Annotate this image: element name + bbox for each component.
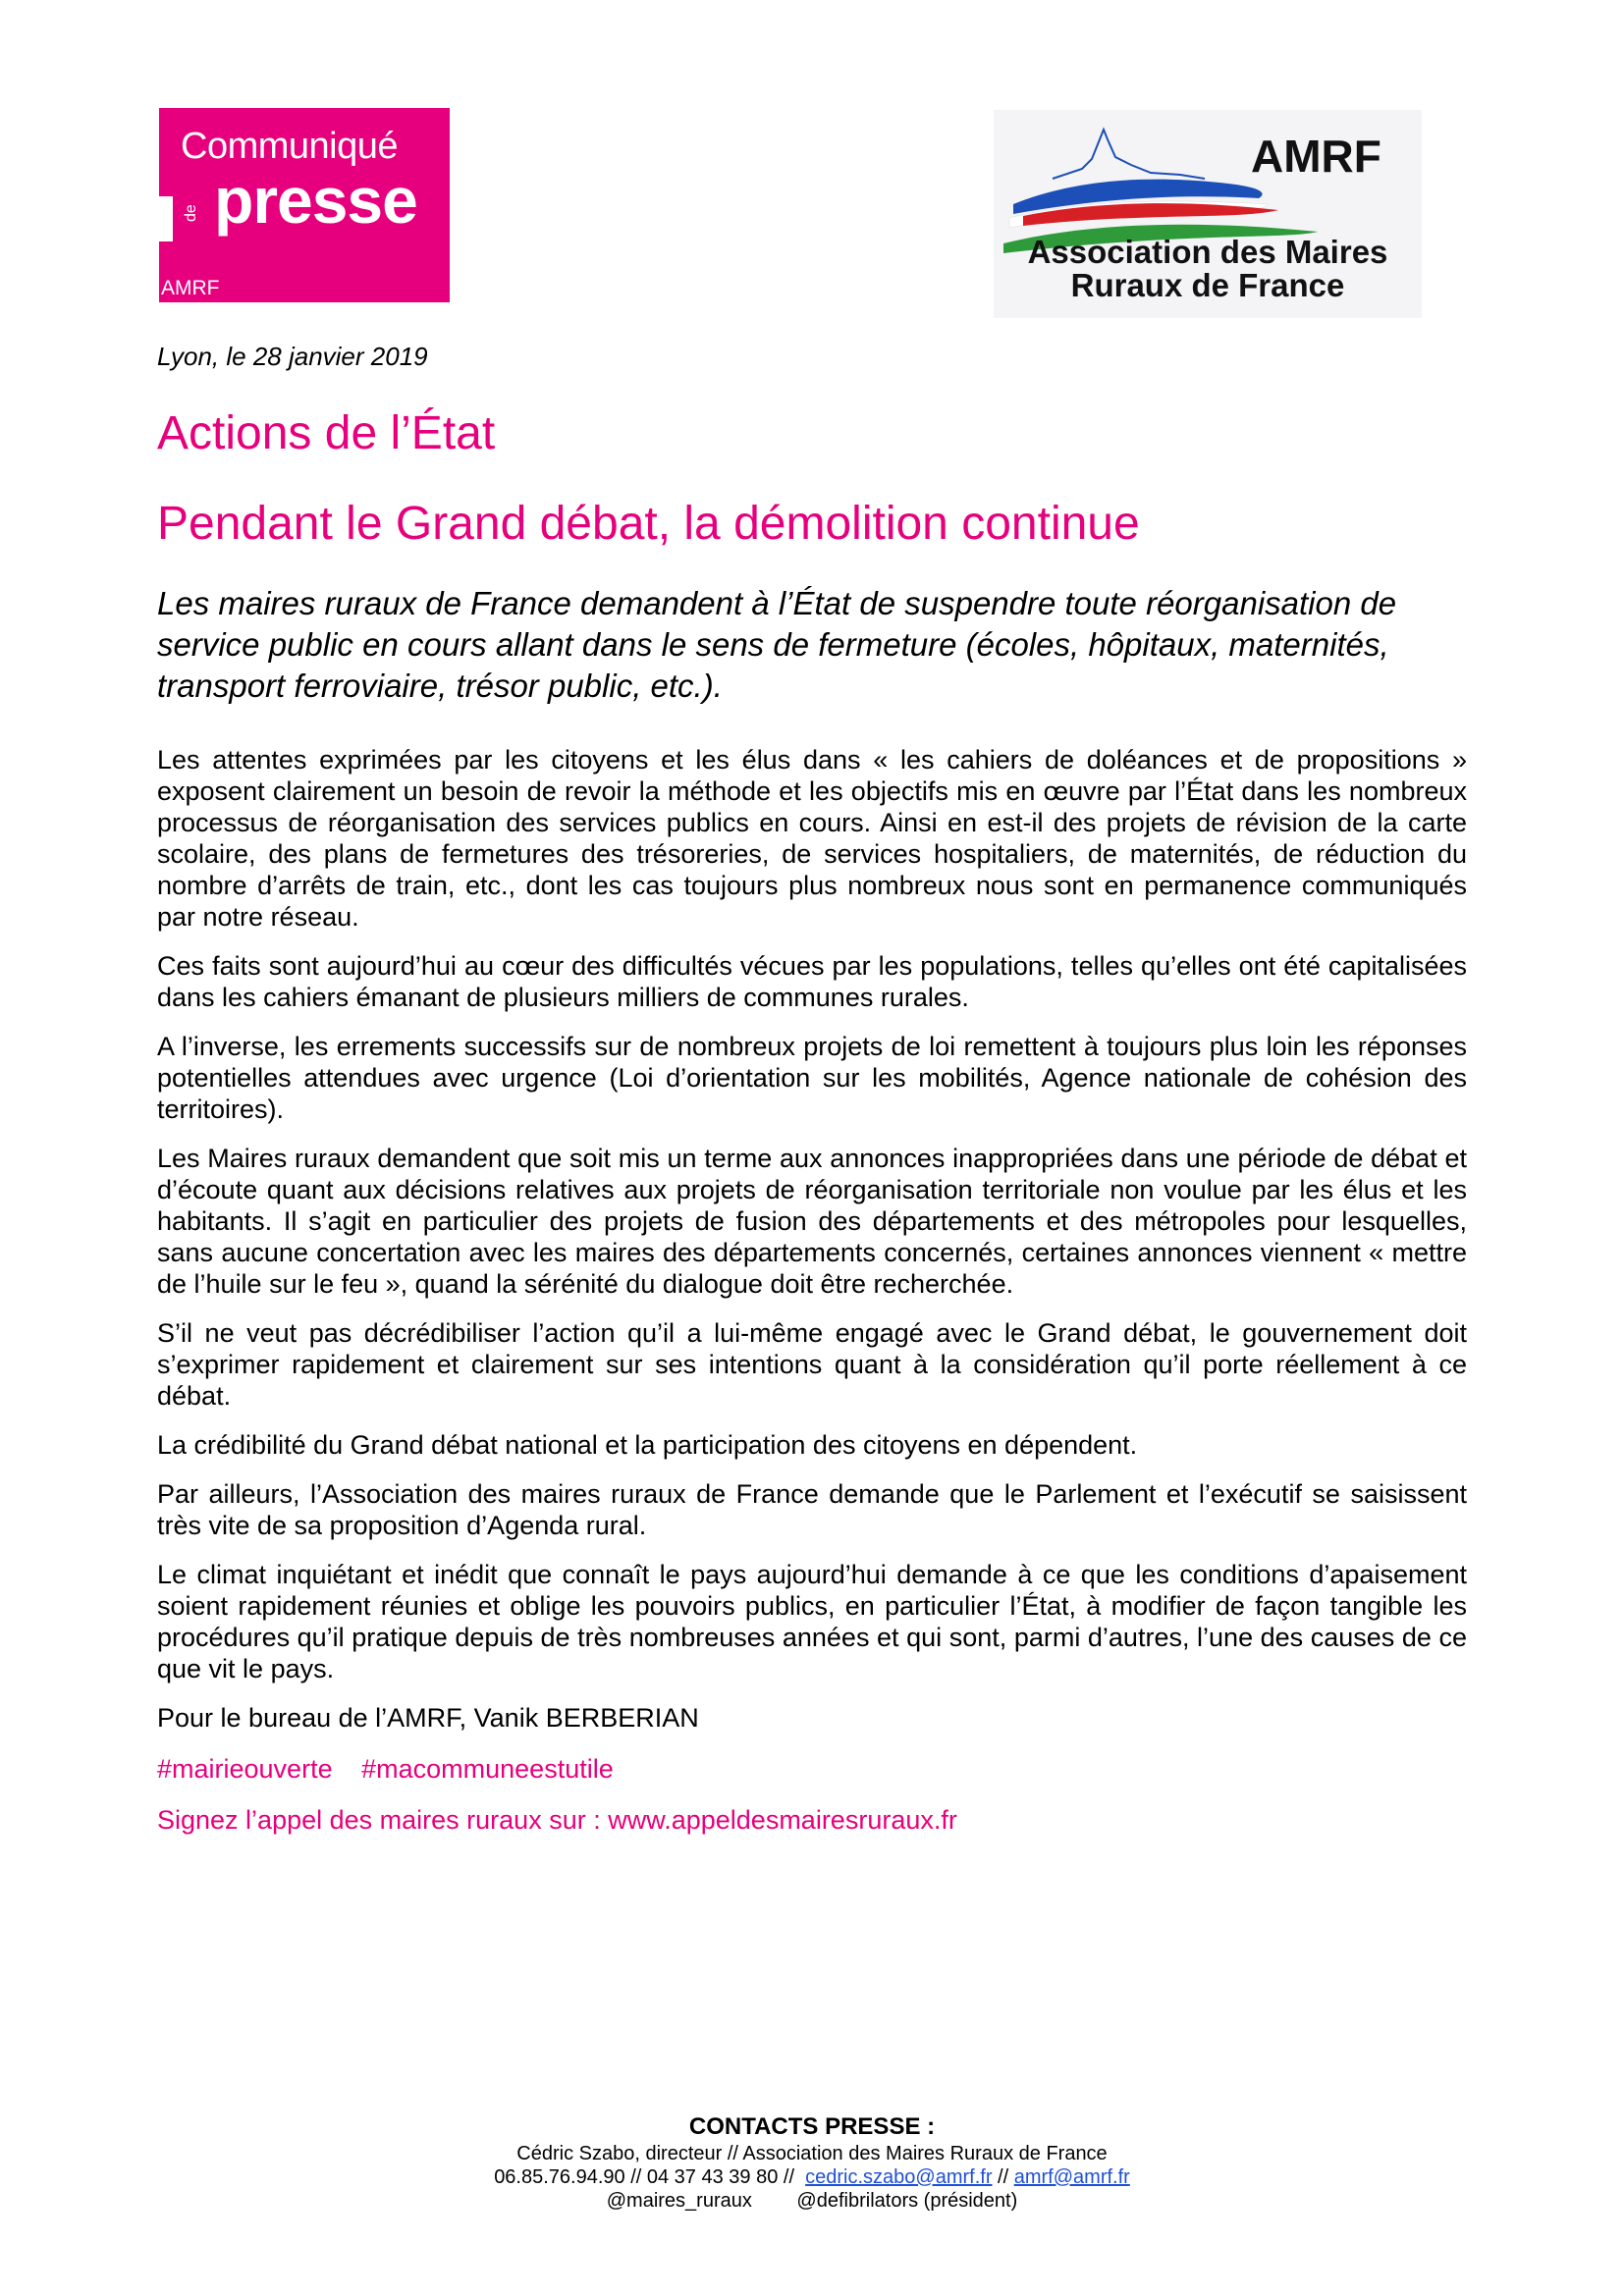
body-paragraph: Ces faits sont aujourd’hui au cœur des difficultés vécues par les populations, telles qu’elles ont été capitalisées dans les cahiers émanant de plusieurs milliers de communes rurales. — [157, 951, 1467, 1012]
release-date: Lyon, le 28 janvier 2019 — [157, 342, 428, 371]
headline-primary: Actions de l’État — [157, 407, 496, 459]
email-amrf-link[interactable]: amrf@amrf.fr — [1013, 2166, 1130, 2188]
logo-presse-text: presse — [214, 164, 417, 237]
contacts-phones: 06.85.76.94.90 // 04 37 43 39 80 // — [494, 2166, 794, 2188]
body-paragraph: Les attentes exprimées par les citoyens et les élus dans « les cahiers de doléances et de propositions » exposent clairement un besoin de revoir la méthode et les objectifs mis en œuvre par l’État dans les nombreux processus de réorganisation des services publics en cours. Ainsi en est-il des projets de révision de la carte scolaire, des plans de fermetures des trésoreries, de services hospitaliers, de maternités, de réduction du nombre d’arrêts de train, etc., dont les cas toujours plus nombreux nous sont en permanence communiqués par notre réseau. — [157, 745, 1467, 932]
logo-de-text: de — [183, 204, 199, 222]
headline-secondary: Pendant le Grand débat, la démolition continue — [157, 498, 1140, 550]
amrf-acronym: AMRF — [1251, 131, 1381, 182]
body-paragraph: La crédibilité du Grand débat national et la participation des citoyens en dépendent. — [157, 1430, 1138, 1460]
logo-amrf-small-text: AMRF — [161, 277, 220, 299]
twitter-handle-president: @defibrilators (président) — [796, 2190, 1018, 2212]
communique-de-presse-logo — [159, 108, 450, 302]
body-text — [157, 744, 1467, 1855]
hashtag-mairieouverte: #mairieouverte — [157, 1754, 333, 1784]
email-cedric-link[interactable]: cedric.szabo@amrf.fr — [805, 2166, 993, 2188]
body-paragraph: Par ailleurs, l’Association des maires ruraux de France demande que le Parlement et l’exécutif se saisissent très vite de sa proposition d’Agenda rural. — [157, 1479, 1467, 1540]
body-paragraph: A l’inverse, les errements successifs sur de nombreux projets de loi remettent à toujours plus loin les réponses potentielles attendues avec urgence (Loi d’orientation sur les mobilités, Agence nationale de cohésion des territoires). — [157, 1032, 1467, 1124]
contacts-title: CONTACTS PRESSE : — [688, 2113, 936, 2140]
appeal-link-text: Signez l’appel des maires ruraux sur : www.appeldesmairesruraux.fr — [157, 1805, 957, 1835]
amrf-full-name — [994, 236, 1422, 302]
signature: Pour le bureau de l’AMRF, Vanik BERBERIAN — [157, 1703, 699, 1733]
body-paragraph: Les Maires ruraux demandent que soit mis un terme aux annonces inappropriées dans une période de débat et d’écoute quant aux décisions relatives aux projets de réorganisation territoriale non voulue par les élus et les habitants. Il s’agit en particulier des projets de fusion des départements et des métropoles pour lesquelles, sans aucune concertation avec les maires des départements concernés, certaines annonces viennent « mettre de l’huile sur le feu », quand la sérénité du dialogue doit être recherchée. — [157, 1144, 1467, 1299]
amrf-name-line2: Ruraux de France — [1070, 267, 1345, 303]
body-paragraph: S’il ne veut pas décrédibiliser l’action qu’il a lui-même engagé avec le Grand débat, le gouvernement doit s’exprimer rapidement et clairement sur ses intentions quant à la considération qu’il porte réellement à ce débat. — [157, 1318, 1467, 1411]
logo-white-bar — [159, 196, 173, 241]
contacts-phones-line — [157, 2165, 1467, 2189]
contacts-social-line — [157, 2189, 1467, 2213]
lead-paragraph: Les maires ruraux de France demandent à l’État de suspendre toute réorganisation de service public en cours allant dans le sens de fermeture (écoles, hôpitaux, maternités, transport ferroviaire, trésor public, etc.). — [157, 585, 1397, 704]
logo-communique-text: Communiqué — [181, 126, 398, 167]
amrf-name-line1: Association des Maires — [1027, 234, 1388, 270]
hashtags — [157, 1753, 1467, 1785]
hashtag-macommuneestutile: #macommuneestutile — [361, 1754, 614, 1784]
body-paragraph: Le climat inquiétant et inédit que connaît le pays aujourd’hui demande à ce que les conditions d’apaisement soient rapidement réunies et oblige les pouvoirs publics, en particulier l’État, à modifier de façon tangible les procédures qu’il pratique depuis de très nombreuses années et qui sont, parmi d’autres, l’une des causes de ce que vit le pays. — [157, 1560, 1467, 1683]
contacts-director-line: Cédric Szabo, directeur // Association des Maires Ruraux de France — [516, 2143, 1108, 2164]
contacts-separator: // — [998, 2166, 1009, 2188]
amrf-logo — [994, 110, 1422, 318]
press-contacts — [157, 2112, 1467, 2213]
twitter-handle-amrf: @maires_ruraux — [606, 2190, 752, 2212]
